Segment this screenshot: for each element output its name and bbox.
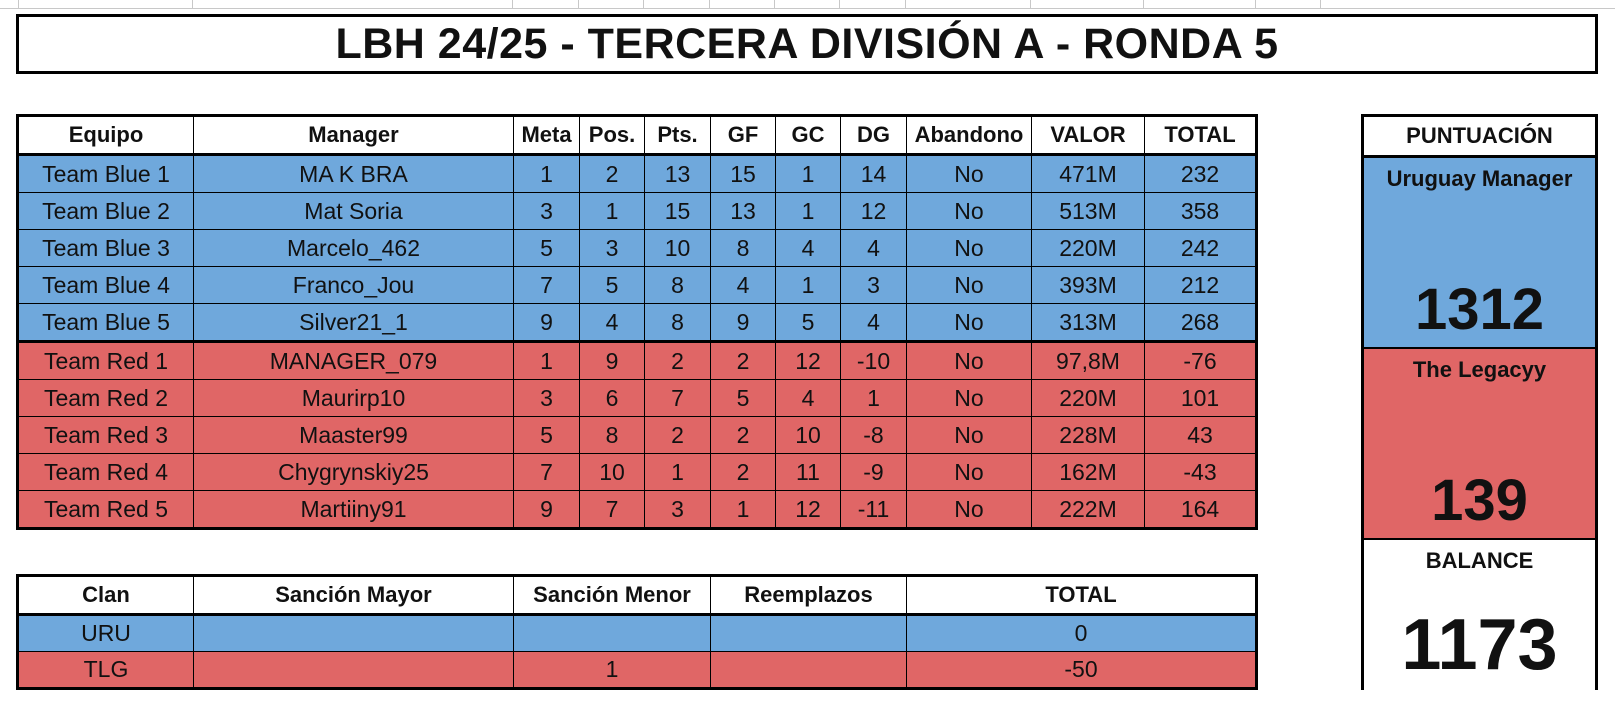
- clan-header-row: [18, 576, 1257, 615]
- table-row: [18, 454, 1257, 491]
- table-cell[interactable]: 8: [580, 417, 645, 454]
- table-cell[interactable]: 7: [514, 267, 580, 304]
- table-cell[interactable]: 1: [711, 491, 776, 529]
- table-cell[interactable]: Team Blue 3: [18, 230, 194, 267]
- table-cell[interactable]: 232: [1145, 155, 1257, 193]
- table-cell[interactable]: -43: [1145, 454, 1257, 491]
- table-cell[interactable]: 9: [580, 342, 645, 380]
- table-cell[interactable]: 10: [580, 454, 645, 491]
- table-cell[interactable]: 1: [514, 342, 580, 380]
- table-cell[interactable]: No: [907, 417, 1032, 454]
- red-clan-score: 139: [1431, 468, 1528, 533]
- table-cell[interactable]: Mat Soria: [194, 193, 514, 230]
- table-cell[interactable]: 222M: [1032, 491, 1145, 529]
- table-cell[interactable]: MA K BRA: [194, 155, 514, 193]
- table-cell[interactable]: 97,8M: [1032, 342, 1145, 380]
- table-cell[interactable]: Team Red 3: [18, 417, 194, 454]
- standings-column-header[interactable]: Abandono: [907, 116, 1032, 155]
- table-cell[interactable]: Martiiny91: [194, 491, 514, 529]
- balance-value: 1173: [1401, 605, 1558, 685]
- table-cell[interactable]: 11: [776, 454, 841, 491]
- table-cell[interactable]: [711, 615, 907, 652]
- table-cell[interactable]: 12: [776, 342, 841, 380]
- table-cell[interactable]: 10: [776, 417, 841, 454]
- table-cell[interactable]: 9: [514, 491, 580, 529]
- table-row: [18, 155, 1257, 193]
- table-cell[interactable]: 5: [514, 230, 580, 267]
- table-cell[interactable]: 1: [841, 380, 907, 417]
- table-cell[interactable]: Maaster99: [194, 417, 514, 454]
- table-cell[interactable]: 4: [711, 267, 776, 304]
- table-cell[interactable]: 513M: [1032, 193, 1145, 230]
- table-cell[interactable]: No: [907, 230, 1032, 267]
- table-cell[interactable]: 1: [514, 155, 580, 193]
- table-cell[interactable]: Chygrynskiy25: [194, 454, 514, 491]
- table-cell[interactable]: 393M: [1032, 267, 1145, 304]
- table-cell[interactable]: MANAGER_079: [194, 342, 514, 380]
- clan-row: [18, 652, 1257, 689]
- clans-column-header[interactable]: Clan: [18, 576, 194, 615]
- table-cell[interactable]: -9: [841, 454, 907, 491]
- clans-column-header[interactable]: Reemplazos: [711, 576, 907, 615]
- table-cell[interactable]: 15: [711, 155, 776, 193]
- table-cell[interactable]: [514, 615, 711, 652]
- standings-column-header[interactable]: GC: [776, 116, 841, 155]
- table-cell[interactable]: No: [907, 491, 1032, 529]
- red-clan-name: The Legacyy: [1412, 357, 1547, 382]
- table-cell[interactable]: 13: [711, 193, 776, 230]
- table-cell[interactable]: 15: [645, 193, 711, 230]
- table-cell[interactable]: 164: [1145, 491, 1257, 529]
- table-cell[interactable]: 3: [514, 380, 580, 417]
- table-cell[interactable]: 3: [514, 193, 580, 230]
- table-cell[interactable]: 5: [514, 417, 580, 454]
- table-cell[interactable]: Team Red 1: [18, 342, 194, 380]
- table-cell[interactable]: 1: [645, 454, 711, 491]
- table-cell[interactable]: 14: [841, 155, 907, 193]
- table-cell[interactable]: No: [907, 155, 1032, 193]
- table-cell[interactable]: 2: [645, 417, 711, 454]
- balance-block: [1364, 540, 1595, 691]
- table-cell[interactable]: 4: [841, 230, 907, 267]
- standings-column-header[interactable]: Manager: [194, 116, 514, 155]
- table-cell[interactable]: 1: [514, 652, 711, 689]
- table-cell[interactable]: 4: [776, 380, 841, 417]
- table-cell[interactable]: 0: [907, 615, 1257, 652]
- table-cell[interactable]: 8: [645, 267, 711, 304]
- table-cell[interactable]: 2: [711, 342, 776, 380]
- table-cell[interactable]: 5: [776, 304, 841, 342]
- table-cell[interactable]: -8: [841, 417, 907, 454]
- table-cell[interactable]: 43: [1145, 417, 1257, 454]
- table-row: [18, 417, 1257, 454]
- table-cell[interactable]: -50: [907, 652, 1257, 689]
- clans-column-header[interactable]: Sanción Menor: [514, 576, 711, 615]
- table-cell[interactable]: 2: [711, 454, 776, 491]
- table-cell[interactable]: 13: [645, 155, 711, 193]
- table-cell[interactable]: 5: [580, 267, 645, 304]
- table-row: [18, 193, 1257, 230]
- table-cell[interactable]: -10: [841, 342, 907, 380]
- table-cell[interactable]: Team Red 4: [18, 454, 194, 491]
- table-cell[interactable]: 7: [514, 454, 580, 491]
- standings-column-header[interactable]: VALOR: [1032, 116, 1145, 155]
- standings-column-header[interactable]: Pos.: [580, 116, 645, 155]
- table-row: [18, 304, 1257, 342]
- table-row: [18, 342, 1257, 380]
- table-cell[interactable]: 8: [711, 230, 776, 267]
- table-cell[interactable]: 242: [1145, 230, 1257, 267]
- table-cell[interactable]: 471M: [1032, 155, 1145, 193]
- sheet-title: LBH 24/25 - TERCERA DIVISIÓN A - RONDA 5: [16, 14, 1598, 74]
- table-cell[interactable]: 220M: [1032, 380, 1145, 417]
- table-cell[interactable]: 6: [580, 380, 645, 417]
- table-cell[interactable]: 162M: [1032, 454, 1145, 491]
- table-cell[interactable]: Team Blue 1: [18, 155, 194, 193]
- table-cell[interactable]: 4: [776, 230, 841, 267]
- table-cell[interactable]: No: [907, 454, 1032, 491]
- clan-row: [18, 615, 1257, 652]
- standings-column-header[interactable]: TOTAL: [1145, 116, 1257, 155]
- table-cell[interactable]: 228M: [1032, 417, 1145, 454]
- table-cell[interactable]: Maurirp10: [194, 380, 514, 417]
- table-cell[interactable]: No: [907, 380, 1032, 417]
- table-cell[interactable]: 5: [711, 380, 776, 417]
- table-cell[interactable]: 3: [580, 230, 645, 267]
- table-cell[interactable]: 1: [776, 155, 841, 193]
- table-cell[interactable]: 10: [645, 230, 711, 267]
- table-cell[interactable]: 101: [1145, 380, 1257, 417]
- table-cell[interactable]: 9: [711, 304, 776, 342]
- standings-table: [16, 114, 1258, 530]
- table-cell[interactable]: [194, 652, 514, 689]
- standings-column-header[interactable]: Equipo: [18, 116, 194, 155]
- standings-column-header[interactable]: Pts.: [645, 116, 711, 155]
- table-cell[interactable]: 12: [841, 193, 907, 230]
- table-cell[interactable]: 1: [580, 193, 645, 230]
- table-row: [18, 267, 1257, 304]
- table-cell[interactable]: 358: [1145, 193, 1257, 230]
- clans-column-header[interactable]: Sanción Mayor: [194, 576, 514, 615]
- table-cell[interactable]: 313M: [1032, 304, 1145, 342]
- table-cell[interactable]: 2: [711, 417, 776, 454]
- table-cell[interactable]: Franco_Jou: [194, 267, 514, 304]
- table-cell[interactable]: No: [907, 267, 1032, 304]
- score-panel: [1361, 114, 1598, 690]
- table-cell[interactable]: 1: [776, 193, 841, 230]
- table-cell[interactable]: 2: [645, 342, 711, 380]
- table-cell[interactable]: Team Red 2: [18, 380, 194, 417]
- table-cell[interactable]: 7: [580, 491, 645, 529]
- table-cell[interactable]: Team Blue 2: [18, 193, 194, 230]
- table-cell[interactable]: [194, 615, 514, 652]
- table-cell[interactable]: URU: [18, 615, 194, 652]
- table-cell[interactable]: 1: [776, 267, 841, 304]
- standings-column-header[interactable]: Meta: [514, 116, 580, 155]
- table-cell[interactable]: 2: [580, 155, 645, 193]
- sheet-gridlines: [0, 0, 1615, 9]
- blue-clan-name: Uruguay Manager: [1386, 166, 1573, 191]
- table-cell[interactable]: 4: [841, 304, 907, 342]
- clan-sanctions-table: [16, 574, 1258, 690]
- table-cell[interactable]: 8: [645, 304, 711, 342]
- table-cell[interactable]: -76: [1145, 342, 1257, 380]
- table-cell[interactable]: 3: [645, 491, 711, 529]
- standings-header-row: [18, 116, 1257, 155]
- table-cell[interactable]: -11: [841, 491, 907, 529]
- table-row: [18, 380, 1257, 417]
- blue-clan-score: 1312: [1414, 277, 1545, 342]
- table-cell[interactable]: 9: [514, 304, 580, 342]
- table-cell[interactable]: No: [907, 193, 1032, 230]
- table-cell[interactable]: 212: [1145, 267, 1257, 304]
- table-cell[interactable]: 7: [645, 380, 711, 417]
- score-panel-header: PUNTUACIÓN: [1364, 117, 1595, 158]
- table-cell[interactable]: 3: [841, 267, 907, 304]
- standings-column-header[interactable]: DG: [841, 116, 907, 155]
- clans-column-header[interactable]: TOTAL: [907, 576, 1257, 615]
- table-row: [18, 491, 1257, 529]
- table-cell[interactable]: Team Red 5: [18, 491, 194, 529]
- table-cell[interactable]: Team Blue 4: [18, 267, 194, 304]
- table-cell[interactable]: No: [907, 304, 1032, 342]
- balance-label: BALANCE: [1425, 548, 1534, 573]
- table-cell[interactable]: 12: [776, 491, 841, 529]
- table-cell[interactable]: TLG: [18, 652, 194, 689]
- table-cell[interactable]: 268: [1145, 304, 1257, 342]
- table-row: [18, 230, 1257, 267]
- table-cell[interactable]: Marcelo_462: [194, 230, 514, 267]
- table-cell[interactable]: [711, 652, 907, 689]
- table-cell[interactable]: No: [907, 342, 1032, 380]
- red-clan-score-block: [1364, 349, 1595, 540]
- blue-clan-score-block: [1364, 158, 1595, 349]
- standings-column-header[interactable]: GF: [711, 116, 776, 155]
- table-cell[interactable]: Silver21_1: [194, 304, 514, 342]
- table-cell[interactable]: 220M: [1032, 230, 1145, 267]
- table-cell[interactable]: Team Blue 5: [18, 304, 194, 342]
- table-cell[interactable]: 4: [580, 304, 645, 342]
